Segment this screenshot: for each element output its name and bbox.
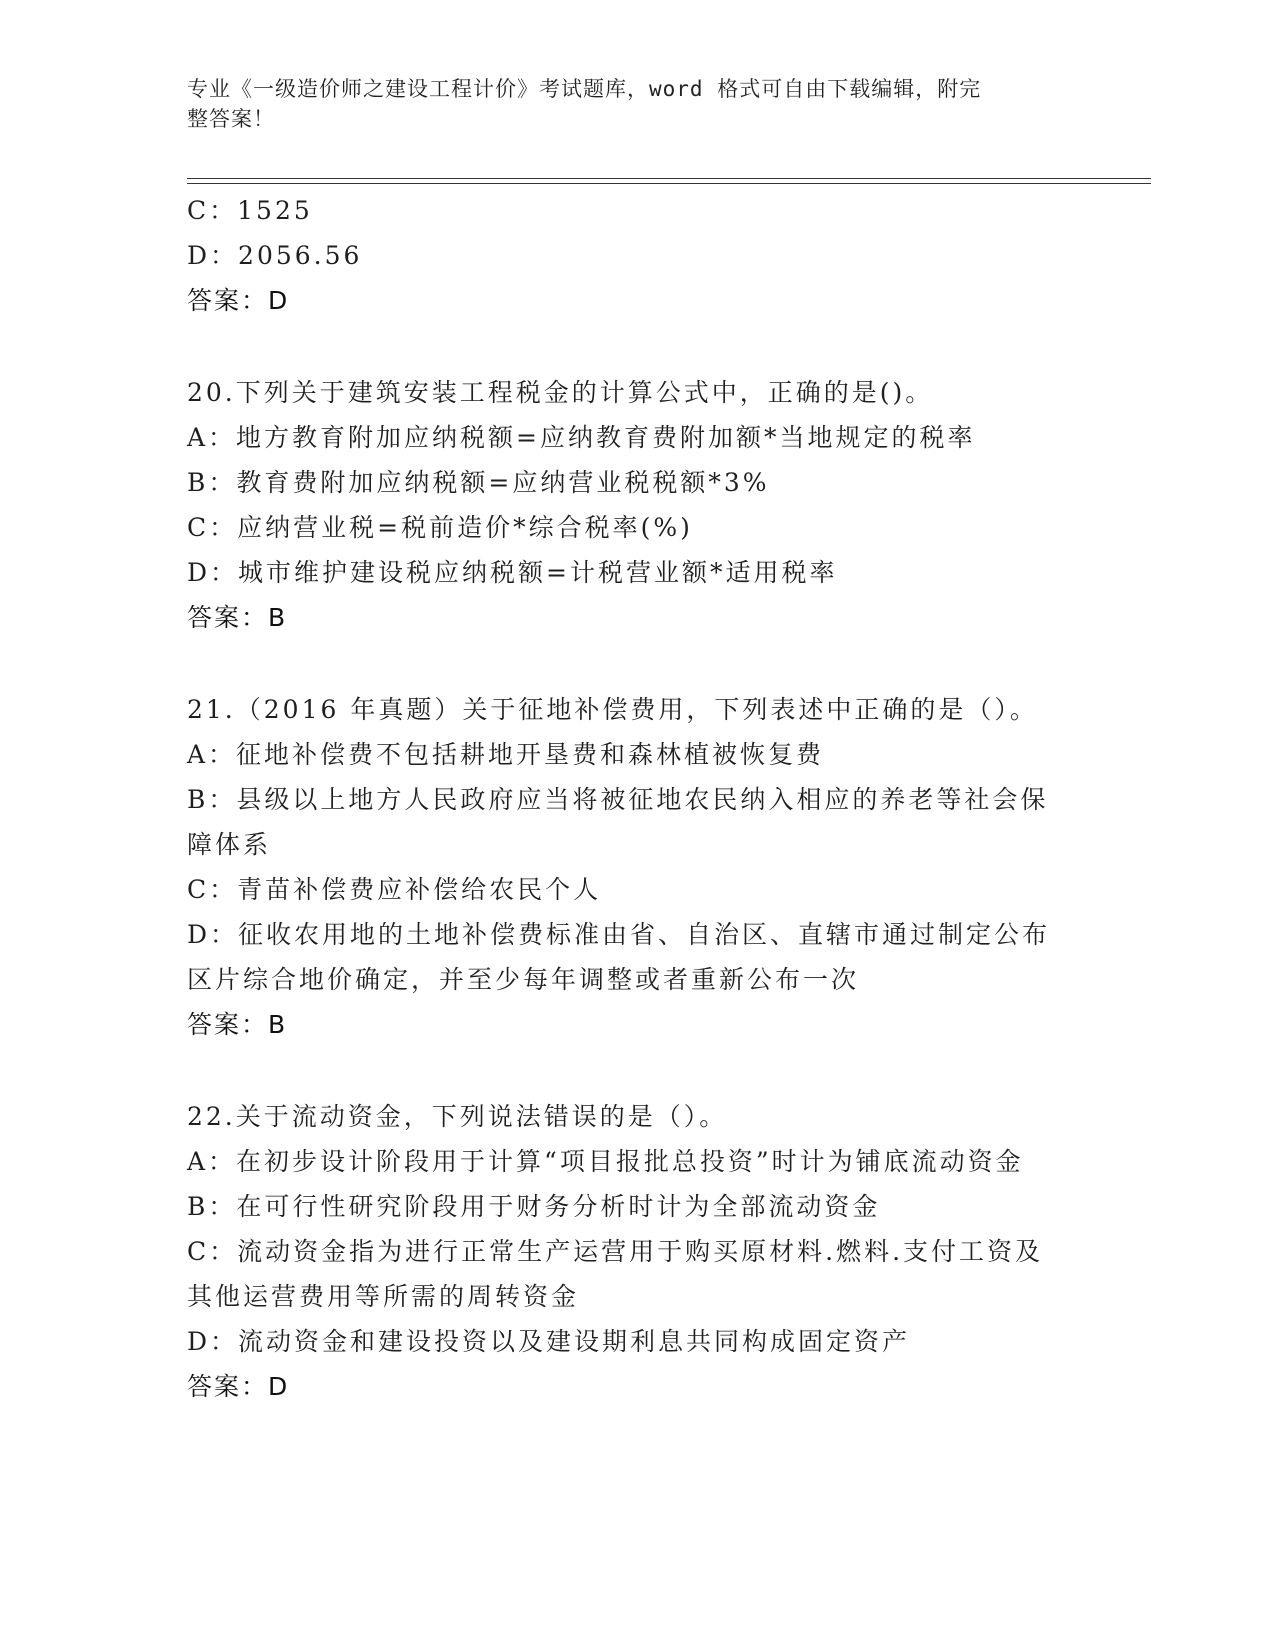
spacer xyxy=(187,1047,1087,1094)
answer-line: 答案：B xyxy=(187,603,288,632)
spacer xyxy=(187,323,1087,370)
question-20 xyxy=(187,370,1087,640)
page-header xyxy=(187,74,1067,134)
option-d-line-2: 区片综合地价确定，并至少每年调整或者重新公布一次 xyxy=(187,965,860,994)
option-d: D：流动资金和建设投资以及建设期利息共同构成固定资产 xyxy=(187,1327,911,1356)
page-content xyxy=(187,188,1087,1409)
option-c-line-1: C：流动资金指为进行正常生产运营用于购买原材料.燃料.支付工资及 xyxy=(187,1237,1044,1266)
option-a: A：地方教育附加应纳税额=应纳教育费附加额*当地规定的税率 xyxy=(187,423,976,452)
header-line-1: 专业《一级造价师之建设工程计价》考试题库，word 格式可自由下载编辑，附完 xyxy=(187,77,982,101)
header-line-2: 整答案！ xyxy=(187,107,275,131)
question-text: 22.关于流动资金，下列说法错误的是（）。 xyxy=(187,1102,728,1131)
option-b: B：教育费附加应纳税额=应纳营业税税额*3% xyxy=(187,468,770,497)
option-c: C：青苗补偿费应补偿给农民个人 xyxy=(187,875,602,904)
answer-line: 答案：D xyxy=(187,286,290,315)
answer-line: 答案：D xyxy=(187,1372,290,1401)
option-d: D：城市维护建设税应纳税额=计税营业额*适用税率 xyxy=(187,558,838,587)
question-text: 21.（2016 年真题）关于征地补偿费用，下列表述中正确的是（）。 xyxy=(187,695,1038,724)
option-b-line-1: B：县级以上地方人民政府应当将被征地农民纳入相应的养老等社会保 xyxy=(187,785,1049,814)
header-rule-top xyxy=(187,178,1151,179)
option-d: D：2056.56 xyxy=(187,241,363,270)
option-a: A：征地补偿费不包括耕地开垦费和森林植被恢复费 xyxy=(187,740,825,769)
spacer xyxy=(187,640,1087,687)
question-22 xyxy=(187,1094,1087,1409)
previous-question-tail xyxy=(187,188,1087,323)
option-d-line-1: D：征收农用地的土地补偿费标准由省、自治区、直辖市通过制定公布 xyxy=(187,920,1051,949)
option-c: C：1525 xyxy=(187,196,313,225)
option-b-line-2: 障体系 xyxy=(187,830,272,859)
header-rule-bottom xyxy=(187,183,1151,184)
question-text: 20.下列关于建筑安装工程税金的计算公式中，正确的是()。 xyxy=(187,378,934,407)
option-b: B：在可行性研究阶段用于财务分析时计为全部流动资金 xyxy=(187,1192,881,1221)
answer-line: 答案：B xyxy=(187,1010,288,1039)
option-c-line-2: 其他运营费用等所需的周转资金 xyxy=(187,1282,580,1311)
option-a: A：在初步设计阶段用于计算“项目报批总投资”时计为铺底流动资金 xyxy=(187,1147,1024,1176)
question-21 xyxy=(187,687,1087,1047)
option-c: C：应纳营业税=税前造价*综合税率(%) xyxy=(187,513,693,542)
